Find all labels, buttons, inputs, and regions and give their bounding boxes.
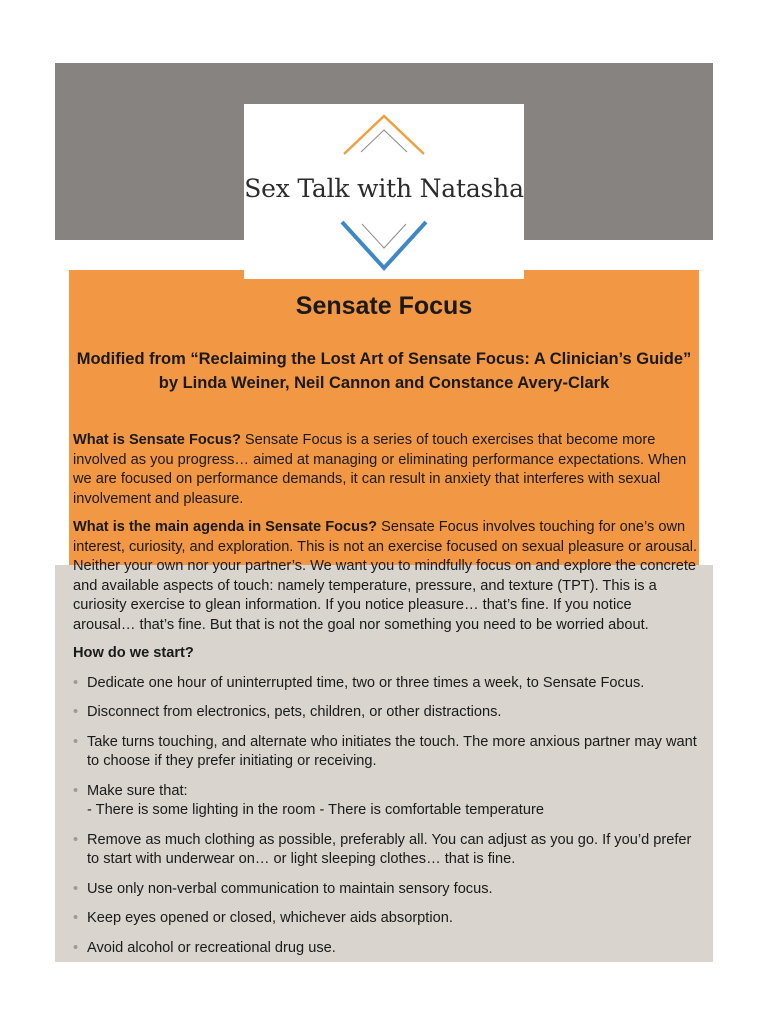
list-item	[73, 703, 698, 723]
section-body: Sensate Focus involves touching for one’s own interest, curiosity, and exploration. This is not an exercise focused on sexual pleasure or arousal. Neither your own nor your partner’s. We want you to mindfully focus on and explore the concrete and available aspects of touch: namely temperature, pressure, and texture (TPT). This is a curiosity exercise to glean information. If you notice pleasure… that’s fine. If you notice arousal… that’s fine. But that is not the goal nor something you need to be worried about.	[73, 519, 698, 633]
list-item	[73, 831, 698, 870]
list-item-text: Remove as much clothing as possible, preferably all. You can adjust as you go. If you’d prefer to start with underwear on… or light sleeping clothes… that is fine.	[87, 831, 692, 867]
list-item-text: Take turns touching, and alternate who initiates the touch. The more anxious partner may want to choose if they prefer initiating or receiving.	[87, 733, 697, 769]
section-main-agenda	[73, 518, 698, 635]
list-item	[73, 733, 698, 772]
bullet-icon: •	[73, 880, 79, 897]
logo	[244, 104, 524, 279]
list-item	[73, 909, 698, 929]
bullet-icon: •	[73, 939, 79, 956]
logo-text: Sex Talk with Natasha	[244, 174, 524, 203]
section-body: Sensate Focus is a series of touch exercises that become more involved as you progress… aimed at managing or eliminating performance expectations. When we are focused on performance demands, it can result in anxiety that interferes with sexual involvement and pleasure.	[73, 432, 687, 507]
list-item	[73, 880, 698, 900]
section-heading: What is the main agenda in Sensate Focus?	[73, 519, 378, 535]
page-subtitle: Modified from “Reclaiming the Lost Art of Sensate Focus: A Clinician’s Guide” by Linda Weiner, Neil Cannon and Constance Avery-Clark	[76, 350, 692, 392]
top-chevron-outer-icon	[344, 116, 424, 154]
bullet-icon: •	[73, 704, 79, 720]
list-item-text: Keep eyes opened or closed, whichever aids absorption.	[87, 910, 453, 926]
list-item-text: Make sure that:	[87, 782, 188, 799]
list-item-text: Avoid alcohol or recreational drug use.	[87, 939, 336, 956]
section-heading: What is Sensate Focus?	[73, 432, 241, 448]
list-item-text: Use only non-verbal communication to maintain sensory focus.	[87, 880, 493, 897]
list-item-subtext: - There is some lighting in the room - There is comfortable temperature	[87, 802, 544, 818]
bullet-icon: •	[73, 910, 79, 926]
list-item-text: Disconnect from electronics, pets, children, or other distractions.	[87, 704, 502, 720]
start-heading: How do we start?	[73, 645, 194, 661]
list-item	[73, 939, 698, 959]
list-item	[73, 782, 698, 821]
bottom-chevron-inner-icon	[362, 224, 406, 248]
bullet-icon: •	[73, 831, 79, 848]
top-chevron-inner-icon	[361, 130, 407, 152]
bullet-icon: •	[73, 733, 79, 750]
bottom-chevron-outer-icon	[342, 222, 426, 268]
document-body	[73, 431, 698, 968]
page-title: Sensate Focus	[295, 292, 473, 320]
start-bullet-list	[73, 674, 698, 959]
bullet-icon: •	[73, 782, 79, 799]
bullet-icon: •	[73, 674, 79, 691]
section-what-is	[73, 431, 698, 509]
list-item	[73, 674, 698, 694]
list-item-text: Dedicate one hour of uninterrupted time, two or three times a week, to Sensate Focus.	[87, 674, 645, 691]
